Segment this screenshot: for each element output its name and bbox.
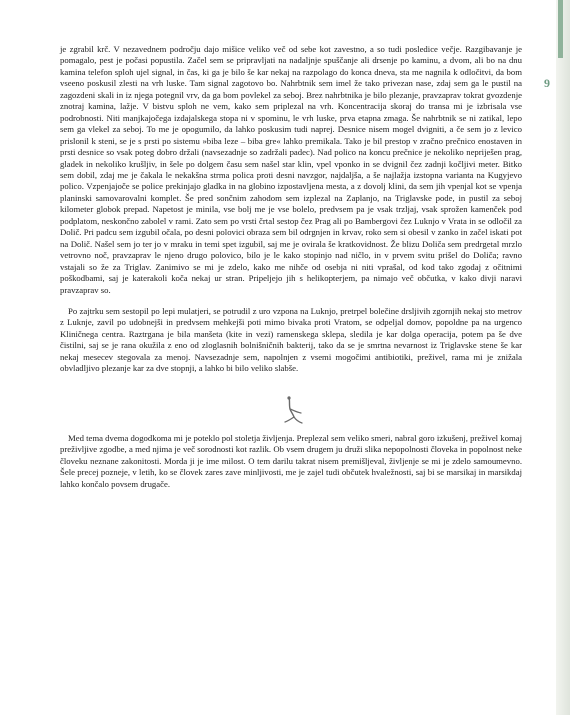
paragraph-1: je zgrabil krč. V nezavednem področju dajo mišice veliko več od sebe kot zavestno, a so tudi posledice večje. Razgibavanje je pomagalo, pest je počasi popustila. Začel sem se pripravljati na nadaljnje spuščanje ali drsenje po kaminu, a dvom, ali bo na dnu kamina telefon sploh ujel signal, in čas, ki ga je bilo še kar nekaj na razpolago do konca dneva, sta me nagnila k odločitvi, da bom vseeno poskusil zlesti na vrh luske. Tam signal zagotovo bo. Nahrbtnik sem imel že tako privezan nase, zdaj sem ga le pustil na zagozdeni skali in iz njega potegnil vrv, da ga bom povlekel za seboj. Brez nahrbtnika je bilo plezanje, pravzaprav tokrat gvozdenje znotraj kamina, lažje. V bistvu sploh ne vem, kako sem priplezal na vrh. Koncentracija skoraj do transa mi je izbrisala vse podrobnosti. Niti manjkajočega izdajalskega stopa ni v spominu, le vrh luske, prva etapna zmaga. Še nahrbtnik se ni zatikal, lepo sem ga vlekel za seboj. To me je opogumilo, da lahko poskusim tudi naprej. Desnice nisem mogel dvigniti, a če sem jo z levico prislonil k steni, se je s prsti po sistemu »biba leze – biba gre« lahko premikala. Tako je bil prestop v zračno prečnico enostaven in prsti desnice so vsak poteg dobro držali (navsezadnje so zadržali padec). Nad polico na koncu prečnice je nekoliko nepriješen prag, gladek in nekoliko krušljiv, in šele po dolgem času sem našel star klin, vpel vponko in se dvignil čez zadnji kočljivi meter. Bitko sem dobil, zdaj me je čakala le nekakšna strma polica proti desni navzgor, najdaljša, a še najlažja izstopna varianta na Kugyjevo polico. Vzpenjajoče se police prekinjajo gladka in na globino izpostavljena mesta, a z dovolj klini, da sem jih vpenjal kot se vpenja planinski samovarovalni komplet. Še pred sončnim zahodom sem izplezal na Zaplanjo, na Triglavske pode, in pustil za seboj kilometer globok prepad. Napetost je minila, vse bolj me je vse bolelo, predvsem pa je vsak trzljaj, vsak sprožen kamenček pod podplatom, neskončno zabolel v rami. Zato sem po vrsti črtal sestop čez Prag ali po Bambergovi čez Luknjo v Vrata in se odločil za Dolič. Pri padcu sem izgubil očala, po desni polovici obraza sem bil odrgnjen in krvav, roko sem si obesil v zanko in začel iskati pot na Dolič. Našel sem jo ter jo v mraku in temi spet izgubil, saj me je ovirala še kratkovidnost. Že blizu Doliča sem predrgetal mrzlo vetrovno noč, pravzaprav le njeno drugo polovico, bilo je le kako stopinjo nad ničlo, in v prvem svitu prišel do Doliča; ravno vstajali so že za Triglav. Zanimivo se mi je zdelo, kako me nihče od osebja ni niti vprašal, od kod tako zgodaj z očitnimi poškodbami, saj je katerakoli koča nekaj ur stran. Pripeljejo jih s helikopterjem, pa nimajo več občutka, v kako divji naravi pravzaprav so.	[60, 44, 522, 295]
page-number: 9	[544, 76, 550, 90]
climber-ornament-icon	[282, 395, 304, 425]
section-divider	[60, 389, 522, 433]
page-edge-band	[556, 0, 570, 715]
page-edge-accent-bar	[558, 0, 563, 58]
paragraph-2: Po zajtrku sem sestopil po lepi mulatjeri, se potrudil z uro vzpona na Luknjo, pretrpel bolečine drsljivih zgornjih nekaj sto metrov z Luknje, zavil po udobnejši in predvsem mehkejši poti mimo bivaka proti Vratom, se odpeljal domov, popoldne pa na urgenco Kliničnega centra. Raztrgana je bila manšeta (kite in vezi) ramenskega sklepa, sledila je kar dolga operacija, potem pa še dve čistilni, saj se je rana okužila z eno od zloglasnih bolnišničnih bakterij, tako da se je smrtna nevarnost iz Triglavske stene še kar nekaj mesecev stegovala za menoj. Navsezadnje sem, napolnjen z vsemi mogočimi antibiotiki, preživel, rama mi je znižala obvladljivo plezanje kar za dve stopnji, a lahko bi bilo veliko slabše.	[60, 305, 522, 374]
body-text	[60, 44, 522, 490]
paragraph-3: Med tema dvema dogodkoma mi je poteklo pol stoletja življenja. Preplezal sem veliko smeri, nabral goro izkušenj, preživel komaj preživljive zgodbe, a med njima je več sorodnosti kot razlik. Ob vsem drugem ju druži slika nepopolnosti človeka in popolnost neke človeku neznane zakonitosti. Morda ji je ime milost. O tem darilu takrat nisem premišljeval, življenje se mi je zdelo samoumevno. Šele precej pozneje, v letih, ko se človek zares zave minljivosti, me je zajel tudi občutek hvaležnosti, saj bi se marsikaj in marsikdaj lahko končalo povsem drugače.	[60, 432, 522, 489]
